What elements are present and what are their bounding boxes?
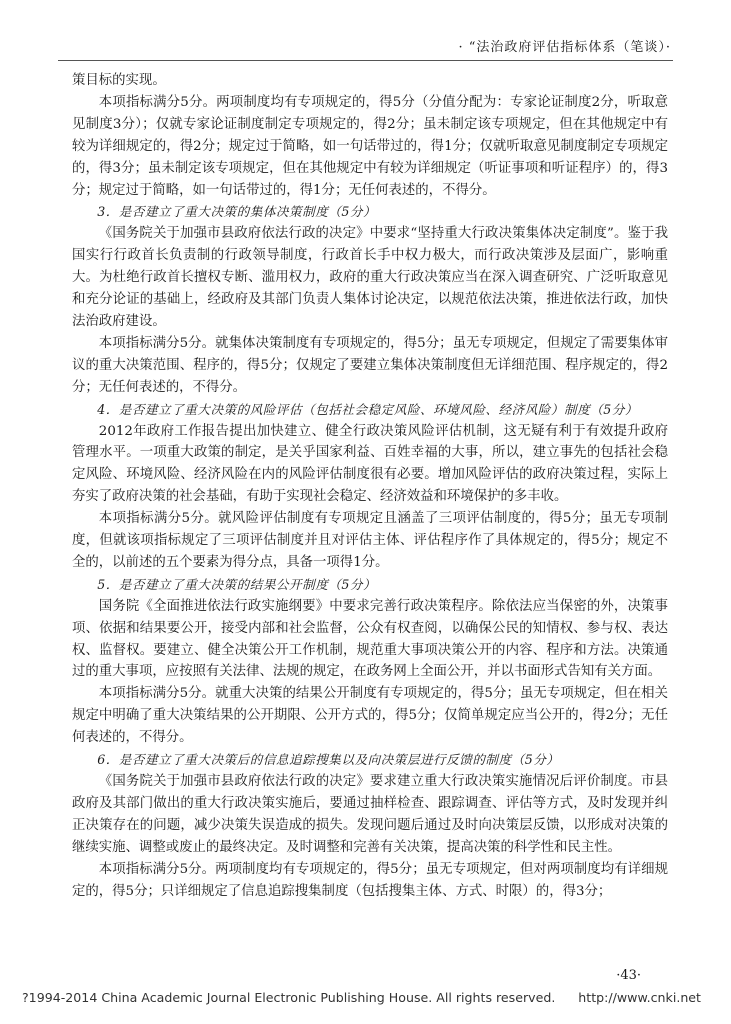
copyright-notice: ?1994-2014 China Academic Journal Electronic Publishing House. All rights reserved. bbox=[22, 990, 556, 1005]
paragraph: 《国务院关于加强市县政府依法行政的决定》中要求“坚持重大行政决策集体决定制度”。鉴于我国实行行政首长负责制的行政领导制度，行政首长手中权力极大，而行政决策涉及层面广，影响重大。为杜绝行政首长擅权专断、滥用权力，政府的重大行政决策应当在深入调查研究、广泛听取意见和充分论证的基础上，经政府及其部门负责人集体讨论决定，以规范依法决策，推进依法行政，加快法治政府建设。 bbox=[72, 226, 668, 329]
paragraph: 国务院《全面推进依法行政实施纲要》中要求完善行政决策程序。除依法应当保密的外，决策事项、依据和结果要公开，接受内部和社会监督，公众有权查阅，以确保公民的知情权、参与权、表达权、监督权。要建立、健全决策公开工作机制，规范重大事项决策公开的内容、程序和方法。决策通过的重大事项，应按照有关法律、法规的规定，在政务网上全面公开，并以书面形式告知有关方面。 bbox=[72, 598, 668, 680]
section-heading: 4．是否建立了重大决策的风险评估（包括社会稳定风险、环境风险、经济风险）制度（5分） bbox=[97, 401, 638, 417]
paragraph: 《国务院关于加强市县政府依法行政的决定》要求建立重大行政决策实施情况后评价制度。市县政府及其部门做出的重大行政决策实施后，要通过抽样检查、跟踪调查、评估等方式，及时发现并纠正决策存在的问题，减少决策失误造成的损失。发现问题后通过及时向决策层反馈，以形成对决策的继续实施、调整或废止的最终决定。及时调整和完善有关决策，提高决策的科学性和民主性。 bbox=[72, 774, 668, 855]
section-heading: 3．是否建立了重大决策的集体决策制度（5分） bbox=[97, 204, 377, 220]
paragraph: 策目标的实现。 bbox=[72, 73, 166, 88]
paragraph: 本项指标满分5分。就风险评估制度有专项规定且涵盖了三项评估制度的，得5分；虽无专项制度，但就该项指标规定了三项评估制度并且对评估主体、评估程序作了具体规定的，得5分；规定不全的，以前述的五个要素为得分点，具备一项得1分。 bbox=[72, 511, 668, 570]
running-header: · “法治政府评估指标体系（笔谈）· bbox=[458, 40, 671, 55]
paragraph: 本项指标满分5分。两项制度均有专项规定的，得5分（分值分配为：专家论证制度2分，听取意见制度3分）；仅就专家论证制度制定专项规定的，得2分；虽未制定该专项规定，但在其他规定中有较为详细规定的，得2分；规定过于简略，如一句话带过的，得1分；仅就听取意见制度制定专项规定的，得3分；虽未制定该专项规定，但在其他规定中有较为详细规定（听证事项和听证程序）的，得3分；规定过于简略，如一句话带过的，得1分；无任何表述的，不得分。 bbox=[72, 94, 668, 198]
article-body bbox=[72, 70, 668, 902]
footer bbox=[22, 990, 701, 1005]
paragraph: 本项指标满分5分。就重大决策的结果公开制度有专项规定的，得5分；虽无专项规定，但在相关规定中明确了重大决策结果的公开期限、公开方式的，得5分；仅简单规定应当公开的，得2分；无任何表述的，不得分。 bbox=[72, 686, 668, 746]
paragraph: 2012年政府工作报告提出加快建立、健全行政决策风险评估机制，这无疑有利于有效提升政府管理水平。一项重大政策的制定，是关乎国家利益、百姓幸福的大事，所以，建立事先的包括社会稳定风险、环境风险、经济风险在内的风险评估制度很有必要。增加风险评估的政府决策过程，实际上夯实了政府决策的社会基础，有助于实现社会稳定、经济效益和环境保护的多丰收。 bbox=[72, 423, 668, 505]
paragraph: 本项指标满分5分。两项制度均有专项规定的，得5分；虽无专项规定，但对两项制度均有详细规定的，得5分；只详细规定了信息追踪搜集制度（包括搜集主体、方式、时限）的，得3分； bbox=[72, 861, 668, 899]
paragraph: 本项指标满分5分。就集体决策制度有专项规定的，得5分；虽无专项规定，但规定了需要集体审议的重大决策范围、程序的，得5分；仅规定了要建立集体决策制度但无详细范围、程序规定的，得2分；无任何表述的，不得分。 bbox=[72, 335, 668, 395]
section-heading: 6．是否建立了重大决策后的信息追踪搜集以及向决策层进行反馈的制度（5分） bbox=[97, 752, 560, 768]
header-divider bbox=[58, 60, 673, 61]
section-heading: 5．是否建立了重大决策的结果公开制度（5分） bbox=[97, 576, 377, 592]
page-number: ·43· bbox=[616, 968, 641, 983]
footer-url: http://www.cnki.net bbox=[578, 990, 701, 1005]
